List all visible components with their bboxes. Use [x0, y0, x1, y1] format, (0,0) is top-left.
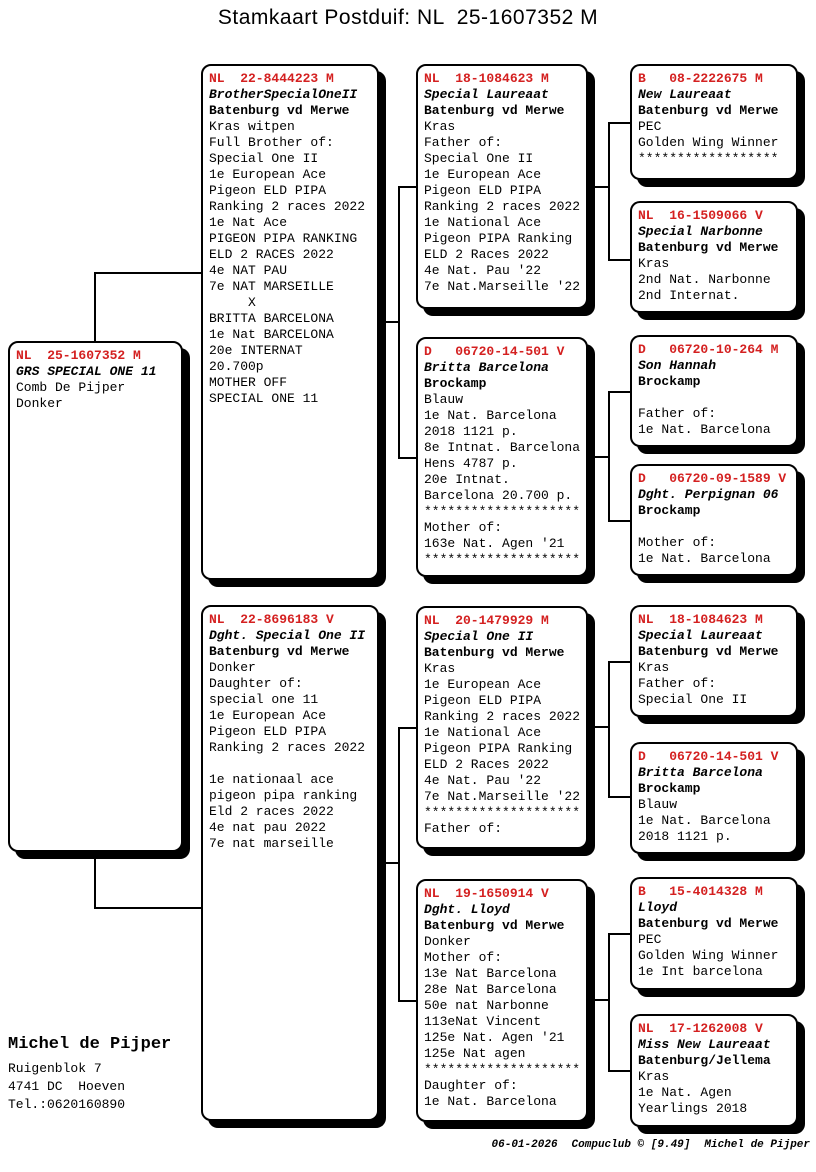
- connector-line: [379, 321, 400, 323]
- pedigree-note-line: SPECIAL ONE 11: [209, 391, 319, 406]
- pedigree-note-line: Pigeon ELD PIPA: [209, 724, 327, 739]
- pedigree-note-line: 1e Nat. Barcelona: [638, 422, 771, 437]
- connector-line: [588, 456, 610, 458]
- pedigree-note-line: Donker: [424, 934, 471, 949]
- pedigree-note-line: Father of:: [424, 821, 503, 836]
- pedigree-note-line: 20.700p: [209, 359, 264, 374]
- pedigree-note-line: Special One II: [424, 151, 534, 166]
- pedigree-note-line: Kras: [638, 660, 670, 675]
- pedigree-note-line: 1e European Ace: [424, 677, 542, 692]
- pigeon-name: Special Narbonne: [638, 224, 763, 239]
- pedigree-note-line: special one 11: [209, 692, 319, 707]
- pedigree-note-line: Comb De Pijper: [16, 380, 126, 395]
- pigeon-name: Dght. Perpignan 06: [638, 487, 779, 502]
- pedigree-box-grandmother-maternal: [416, 879, 588, 1122]
- pigeon-name: Dght. Special One II: [209, 628, 366, 643]
- pedigree-note-line: Pigeon PIPA Ranking: [424, 741, 573, 756]
- pedigree-note-line: 7e nat marseille: [209, 836, 334, 851]
- ring-number: D 06720-14-501 V: [638, 749, 779, 764]
- ring-number: B 08-2222675 M: [638, 71, 763, 86]
- page-title: Stamkaart Postduif: NL 25-1607352 M: [217, 6, 599, 29]
- pigeon-name: GRS SPECIAL ONE 11: [16, 364, 157, 379]
- pedigree-note-line: Ranking 2 races 2022: [209, 199, 366, 214]
- connector-line: [94, 272, 201, 274]
- pedigree-note-line: Father of:: [638, 676, 717, 691]
- pedigree-note-line: 13e Nat Barcelona: [424, 966, 557, 981]
- pedigree-note-line: Eld 2 races 2022: [209, 804, 334, 819]
- pedigree-note-line: [638, 519, 796, 535]
- pedigree-note-line: 1e National Ace: [424, 725, 542, 740]
- pedigree-note-line: Donker: [209, 660, 256, 675]
- pedigree-note-line: 4e NAT PAU: [209, 263, 288, 278]
- pedigree-notes: [424, 392, 586, 568]
- connector-line: [588, 726, 610, 728]
- ring-number: NL 25-1607352 M: [16, 348, 141, 363]
- pedigree-note-line: 7e Nat.Marseille '22: [424, 279, 581, 294]
- breeder-name: Batenburg/Jellema: [638, 1053, 771, 1068]
- pedigree-note-line: 1e Nat BARCELONA: [209, 327, 334, 342]
- pedigree-note-line: Blauw: [638, 797, 678, 812]
- breeder-name: Batenburg vd Merwe: [424, 645, 565, 660]
- pedigree-box-great-grandparent-8: [630, 1014, 798, 1127]
- owner-phone: Tel.:0620160890: [8, 1097, 126, 1112]
- pedigree-notes: [638, 519, 796, 567]
- breeder-name: Brockamp: [638, 781, 701, 796]
- pedigree-note-line: Daughter of:: [424, 1078, 518, 1093]
- pedigree-note-line: BRITTA BARCELONA: [209, 311, 334, 326]
- pedigree-notes: [638, 256, 796, 304]
- pedigree-note-line: 1e Nat. Barcelona: [424, 408, 557, 423]
- pedigree-note-line: Father of:: [424, 135, 503, 150]
- pedigree-note-line: MOTHER OFF: [209, 375, 288, 390]
- pedigree-notes: [638, 660, 796, 708]
- pedigree-notes: [424, 119, 586, 295]
- ring-number: B 15-4014328 M: [638, 884, 763, 899]
- breeder-name: Batenburg vd Merwe: [638, 644, 779, 659]
- pedigree-note-line: Special One II: [638, 692, 748, 707]
- pedigree-note-line: Hens 4787 p.: [424, 456, 518, 471]
- breeder-name: Batenburg vd Merwe: [424, 103, 565, 118]
- pedigree-note-line: ********************: [424, 552, 581, 567]
- pigeon-name: Britta Barcelona: [424, 360, 549, 375]
- connector-line: [398, 727, 400, 1002]
- connector-line: [608, 933, 610, 1072]
- pedigree-note-line: 2nd Internat.: [638, 288, 740, 303]
- pedigree-note-line: 7e Nat.Marseille '22: [424, 789, 581, 804]
- connector-line: [94, 852, 96, 909]
- connector-line: [608, 520, 630, 522]
- pedigree-note-line: Blauw: [424, 392, 464, 407]
- connector-line: [608, 122, 630, 124]
- pedigree-note-line: Yearlings 2018: [638, 1101, 748, 1116]
- pedigree-note-line: Mother of:: [638, 535, 717, 550]
- pigeon-name: Special Laureaat: [638, 628, 763, 643]
- connector-line: [379, 862, 400, 864]
- connector-line: [588, 186, 610, 188]
- pedigree-note-line: pigeon pipa ranking: [209, 788, 358, 803]
- pedigree-note-line: 2018 1121 p.: [424, 424, 518, 439]
- pedigree-notes: [424, 661, 586, 837]
- breeder-name: Batenburg vd Merwe: [209, 644, 350, 659]
- pedigree-note-line: Ranking 2 races 2022: [424, 709, 581, 724]
- pedigree-note-line: Barcelona 20.700 p.: [424, 488, 573, 503]
- pedigree-note-line: PIGEON PIPA RANKING: [209, 231, 358, 246]
- connector-line: [398, 186, 400, 459]
- ring-number: NL 18-1084623 M: [638, 612, 763, 627]
- connector-line: [608, 933, 630, 935]
- pigeon-name: Special Laureaat: [424, 87, 549, 102]
- ring-number: D 06720-14-501 V: [424, 344, 565, 359]
- breeder-name: Batenburg vd Merwe: [424, 918, 565, 933]
- pedigree-note-line: 1e National Ace: [424, 215, 542, 230]
- pedigree-note-line: 2018 1121 p.: [638, 829, 732, 844]
- pedigree-note-line: Kras: [638, 256, 670, 271]
- pedigree-note-line: 28e Nat Barcelona: [424, 982, 557, 997]
- pedigree-note-line: PEC: [638, 119, 662, 134]
- pedigree-note-line: 8e Intnat. Barcelona: [424, 440, 581, 455]
- pedigree-note-line: PEC: [638, 932, 662, 947]
- pedigree-notes: [209, 119, 377, 407]
- pedigree-note-line: 20e INTERNAT: [209, 343, 303, 358]
- pedigree-note-line: 113eNat Vincent: [424, 1014, 542, 1029]
- pedigree-notes: [209, 660, 377, 852]
- owner-name: Michel de Pijper: [8, 1035, 172, 1054]
- pedigree-note-line: 1e Nat. Barcelona: [638, 813, 771, 828]
- pedigree-note-line: 1e nationaal ace: [209, 772, 334, 787]
- pedigree-note-line: Full Brother of:: [209, 135, 334, 150]
- pedigree-note-line: Ranking 2 races 2022: [209, 740, 366, 755]
- pedigree-box-grandfather-paternal: [416, 64, 588, 309]
- pigeon-name: New Laureaat: [638, 87, 732, 102]
- breeder-name: Batenburg vd Merwe: [638, 103, 779, 118]
- pedigree-note-line: ********************: [424, 805, 581, 820]
- connector-line: [398, 727, 416, 729]
- pedigree-note-line: Pigeon ELD PIPA: [424, 183, 542, 198]
- pedigree-box-great-grandparent-1: [630, 64, 798, 180]
- pigeon-name: Special One II: [424, 629, 534, 644]
- ring-number: NL 22-8444223 M: [209, 71, 334, 86]
- pedigree-note-line: 1e European Ace: [424, 167, 542, 182]
- pedigree-note-line: 163e Nat. Agen '21: [424, 536, 565, 551]
- pedigree-note-line: [638, 390, 796, 406]
- pedigree-note-line: 2nd Nat. Narbonne: [638, 272, 771, 287]
- pedigree-note-line: 50e nat Narbonne: [424, 998, 549, 1013]
- pedigree-box-great-grandparent-7: [630, 877, 798, 990]
- pedigree-box-great-grandparent-3: [630, 335, 798, 447]
- footer-owner: Michel de Pijper: [704, 1139, 810, 1151]
- pedigree-note-line: Kras: [638, 1069, 670, 1084]
- pedigree-note-line: Kras: [424, 661, 456, 676]
- pedigree-note-line: 1e Nat. Barcelona: [638, 551, 771, 566]
- pedigree-note-line: Pigeon PIPA Ranking: [424, 231, 573, 246]
- connector-line: [608, 259, 630, 261]
- pedigree-note-line: ELD 2 RACES 2022: [209, 247, 334, 262]
- pedigree-note-line: 1e Nat Ace: [209, 215, 288, 230]
- pedigree-box-great-grandparent-4: [630, 464, 798, 576]
- pedigree-note-line: 125e Nat. Agen '21: [424, 1030, 565, 1045]
- ring-number: NL 22-8696183 V: [209, 612, 334, 627]
- pedigree-note-line: Golden Wing Winner: [638, 135, 779, 150]
- owner-info: [8, 1034, 171, 1114]
- connector-line: [608, 1070, 630, 1072]
- pedigree-notes: [638, 932, 796, 980]
- connector-line: [94, 272, 96, 341]
- ring-number: NL 18-1084623 M: [424, 71, 549, 86]
- pedigree-notes: [638, 1069, 796, 1117]
- pedigree-note-line: 1e Int barcelona: [638, 964, 763, 979]
- breeder-name: Brockamp: [424, 376, 487, 391]
- pedigree-note-line: Golden Wing Winner: [638, 948, 779, 963]
- connector-line: [398, 1000, 416, 1002]
- pedigree-note-line: 4e nat pau 2022: [209, 820, 327, 835]
- pedigree-notes: [638, 119, 796, 167]
- pedigree-note-line: ******************: [638, 151, 779, 166]
- pedigree-note-line: 20e Intnat.: [424, 472, 510, 487]
- ring-number: D 06720-09-1589 V: [638, 471, 787, 486]
- pedigree-note-line: Mother of:: [424, 950, 503, 965]
- pedigree-note-line: Father of:: [638, 406, 717, 421]
- pedigree-note-line: ELD 2 Races 2022: [424, 247, 549, 262]
- pedigree-note-line: [209, 756, 377, 772]
- connector-line: [608, 391, 610, 522]
- pedigree-box-great-grandparent-2: [630, 201, 798, 313]
- pedigree-note-line: Daughter of:: [209, 676, 303, 691]
- pedigree-notes: [638, 797, 796, 845]
- pedigree-note-line: Pigeon ELD PIPA: [209, 183, 327, 198]
- connector-line: [608, 391, 630, 393]
- owner-address-line: 4741 DC Hoeven: [8, 1079, 126, 1094]
- pigeon-name: Miss New Laureaat: [638, 1037, 771, 1052]
- pedigree-box-mother: [201, 605, 379, 1121]
- connector-line: [608, 122, 610, 261]
- pedigree-note-line: Donker: [16, 396, 63, 411]
- pedigree-notes: [424, 934, 586, 1110]
- pedigree-note-line: 1e European Ace: [209, 167, 327, 182]
- breeder-name: Batenburg vd Merwe: [638, 916, 779, 931]
- pedigree-box-great-grandparent-6: [630, 742, 798, 854]
- pedigree-box-father: [201, 64, 379, 580]
- breeder-name: Brockamp: [638, 503, 701, 518]
- pedigree-note-line: ********************: [424, 504, 581, 519]
- pedigree-note-line: Ranking 2 races 2022: [424, 199, 581, 214]
- ring-number: NL 17-1262008 V: [638, 1021, 763, 1036]
- ring-number: NL 19-1650914 V: [424, 886, 549, 901]
- pedigree-note-line: 7e NAT MARSEILLE: [209, 279, 334, 294]
- pedigree-box-subject: [8, 341, 183, 852]
- connector-line: [398, 457, 416, 459]
- pedigree-box-grandfather-maternal: [416, 606, 588, 849]
- pedigree-note-line: ELD 2 Races 2022: [424, 757, 549, 772]
- pigeon-name: Lloyd: [638, 900, 678, 915]
- connector-line: [398, 186, 416, 188]
- ring-number: D 06720-10-264 M: [638, 342, 779, 357]
- pedigree-note-line: 125e Nat agen: [424, 1046, 526, 1061]
- footer: [492, 1139, 810, 1151]
- pedigree-note-line: Kras witpen: [209, 119, 295, 134]
- breeder-name: Batenburg vd Merwe: [638, 240, 779, 255]
- connector-line: [588, 999, 610, 1001]
- pedigree-note-line: 1e Nat. Agen: [638, 1085, 732, 1100]
- pedigree-note-line: X: [209, 295, 256, 310]
- pigeon-name: Son Hannah: [638, 358, 717, 373]
- pigeon-name: Dght. Lloyd: [424, 902, 510, 917]
- connector-line: [608, 796, 630, 798]
- pedigree-note-line: 4e Nat. Pau '22: [424, 263, 542, 278]
- pedigree-note-line: Pigeon ELD PIPA: [424, 693, 542, 708]
- pedigree-note-line: 1e European Ace: [209, 708, 327, 723]
- pedigree-note-line: Kras: [424, 119, 456, 134]
- connector-line: [608, 661, 630, 663]
- connector-line: [608, 661, 610, 798]
- breeder-name: Brockamp: [638, 374, 701, 389]
- pedigree-box-grandmother-paternal: [416, 337, 588, 577]
- ring-number: NL 16-1509066 V: [638, 208, 763, 223]
- pigeon-name: BrotherSpecialOneII: [209, 87, 358, 102]
- footer-date: 06-01-2026: [491, 1139, 558, 1151]
- pigeon-name: Britta Barcelona: [638, 765, 763, 780]
- pedigree-note-line: ********************: [424, 1062, 581, 1077]
- breeder-name: Batenburg vd Merwe: [209, 103, 350, 118]
- pedigree-note-line: 1e Nat. Barcelona: [424, 1094, 557, 1109]
- footer-program: Compuclub © [9.49]: [571, 1139, 691, 1151]
- pedigree-note-line: Special One II: [209, 151, 319, 166]
- connector-line: [94, 907, 201, 909]
- ring-number: NL 20-1479929 M: [424, 613, 549, 628]
- owner-address-line: Ruigenblok 7: [8, 1061, 102, 1076]
- pedigree-box-great-grandparent-5: [630, 605, 798, 717]
- pedigree-notes: [16, 380, 181, 412]
- pedigree-note-line: 4e Nat. Pau '22: [424, 773, 542, 788]
- pedigree-notes: [638, 390, 796, 438]
- pedigree-note-line: Mother of:: [424, 520, 503, 535]
